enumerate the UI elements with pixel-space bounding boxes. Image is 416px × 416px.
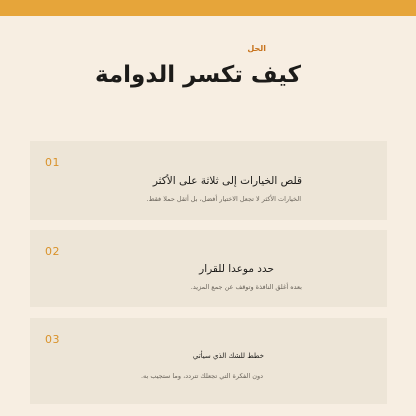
step-description: الخيارات الأكثر لا تجعل الاختيار أفضل، بل أثقل حملا فقط.	[146, 195, 301, 203]
step-description: بعده أغلق النافذة وتوقف عن جمع المزيد.	[190, 283, 302, 291]
step-number: 03	[45, 333, 60, 346]
step-card-3	[30, 318, 387, 404]
step-number: 01	[45, 156, 60, 169]
step-number: 02	[45, 245, 60, 258]
step-card-1	[30, 141, 387, 220]
step-card-2	[30, 230, 387, 307]
step-title: حدد موعدا للقرار	[199, 263, 274, 275]
step-description: دون الفكرة التي تجعلك تتردد، وما ستجيب به.	[140, 372, 263, 380]
step-title: قلص الخيارات إلى ثلاثة على الأكثر	[152, 175, 302, 187]
section-eyebrow: الحل	[247, 44, 266, 53]
page-title: كيف تكسر الدوامة	[94, 62, 302, 88]
top-accent-bar	[0, 0, 416, 16]
step-title: خطط للشك الذي سيأتي	[192, 352, 264, 360]
